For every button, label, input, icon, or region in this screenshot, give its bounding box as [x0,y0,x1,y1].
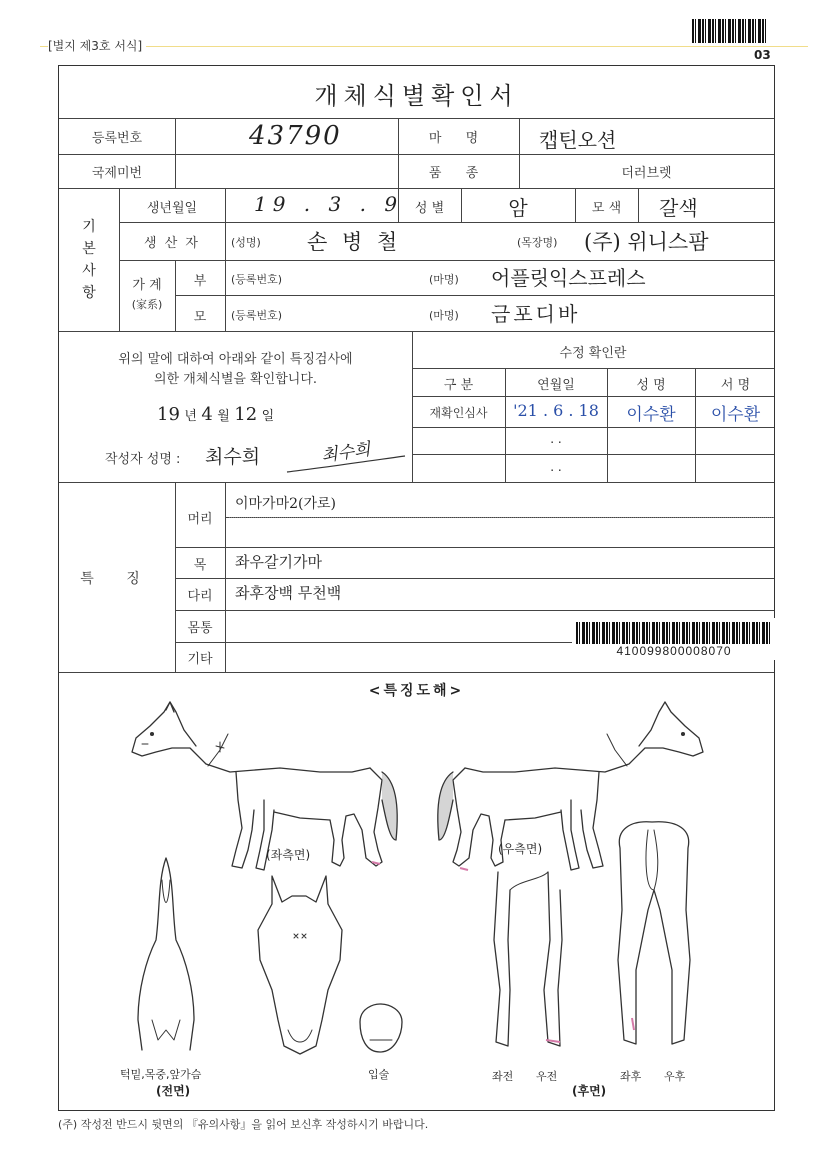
farm-value: (주) 위니스팜 [584,230,709,254]
breed-label: 품 종 [428,166,489,181]
reg-no-value: 43790 [249,121,342,151]
breeder-value: 손 병 철 [307,230,402,254]
header-accent-line [40,46,808,47]
correction-row1-name: 이수환 [626,405,676,425]
body-label: 몸통 [187,621,213,636]
breeder-name-label: (성명) [231,236,261,249]
form-code: [별지 제3호 서식] [48,37,146,54]
breed-value: 더러브렛 [621,166,672,181]
label-front-chest: 턱밑,목중,앞가슴 [120,1068,202,1081]
pink-marks [372,862,634,1042]
lineage-label: 가 계 [132,278,162,293]
label-lips: 입술 [368,1068,390,1081]
sex-label: 성 별 [414,201,445,216]
lineage-hanja: (家系) [131,298,163,311]
head-dotted-line [229,517,774,518]
sire-label: 부 [193,274,207,289]
birth-value: 19 . 3 . 9 [254,192,404,216]
features-section-label: 특 징 [80,571,154,587]
sire-name: 어플릿익스프레스 [491,266,646,290]
horse-name-label: 마 명 [428,131,489,146]
breeder-label: 생 산 자 [144,236,200,251]
basic-section-label: 기 본 사 항 [82,219,96,301]
barcode-number: 410099800008070 [616,644,732,658]
lips-view [360,1004,402,1052]
correction-row1-signature: 이수환 [710,405,761,425]
correction-row2-date: . . [550,432,562,446]
sex-value: 암 [508,196,528,220]
intl-no-label: 국제미번 [91,166,143,181]
correction-row1-category: 재확인심사 [429,406,488,420]
confirmation-date: 19 년 4 월 12 일 [157,404,275,425]
birth-label: 생년월일 [146,201,198,216]
front-chest-view [138,858,194,1050]
legs-label: 다리 [187,589,213,604]
color-value: 갈색 [659,196,698,220]
legs-value: 좌후장백 무천백 [235,584,342,602]
right-side-horse [438,702,703,870]
dam-reg-label: (등록번호) [231,309,283,322]
label-left-front: 좌전 [492,1070,514,1083]
other-label: 기타 [187,652,213,667]
correction-row3-date: . . [550,460,562,474]
horse-diagrams [60,690,775,1090]
head-value: 이마가마2(가로) [235,496,336,512]
author-signature: 최수희 [320,439,372,467]
statement-line-2: 의한 개체식별을 확인합니다. [153,372,318,387]
head-label: 머리 [187,512,213,527]
reg-no-label: 등록번호 [91,131,143,146]
horse-name-value: 캡틴오션 [539,128,617,152]
label-left-hind: 좌후 [620,1070,642,1083]
document-title: 개체식별확인서 [314,82,519,110]
diagram-title: <특징도해> [368,683,465,699]
sire-reg-label: (등록번호) [231,273,283,286]
signature-stroke [281,440,411,480]
page-number: 03 [754,48,771,62]
head-front-view [258,876,342,1054]
label-front-view: (전면) [156,1084,191,1098]
dam-name: 금포디바 [491,302,581,326]
dam-name-label: (마명) [429,309,459,322]
front-legs-view [494,872,562,1046]
author-value: 최수희 [205,446,261,468]
label-right-hind: 우후 [664,1070,686,1083]
footer-note: (주) 작성전 반드시 뒷면의 『유의사항』을 읽어 보신후 작성하시기 바랍니다. [58,1118,429,1131]
correction-header-date: 연월일 [537,378,575,393]
label-right-front: 우전 [536,1070,558,1083]
label-rear-view: (후면) [572,1084,607,1098]
label-left-side: (좌측면) [266,848,311,862]
left-side-horse [132,702,397,870]
neck-label: 목 [193,558,207,573]
correction-header-signature: 서 명 [720,378,751,393]
correction-row1-date: '21 . 6 . 18 [513,401,599,420]
dam-label: 모 [193,310,207,325]
barcode-sticker [572,618,776,660]
correction-header-name: 성 명 [636,378,666,393]
correction-title: 수정 확인란 [559,346,627,361]
neck-value: 좌우갈기가마 [235,553,322,571]
correction-header-category: 구 분 [443,378,474,393]
sire-name-label: (마명) [429,273,459,286]
top-barcode [692,19,768,43]
color-label: 모 색 [591,201,622,216]
farm-label: (목장명) [517,236,558,249]
author-label: 작성자 성명 : [105,452,181,467]
barcode-bars [576,622,772,644]
statement-line-1: 위의 말에 대하여 아래와 같이 특징검사에 [118,352,353,367]
label-right-side: (우측면) [498,842,543,856]
rear-view [618,822,690,1044]
